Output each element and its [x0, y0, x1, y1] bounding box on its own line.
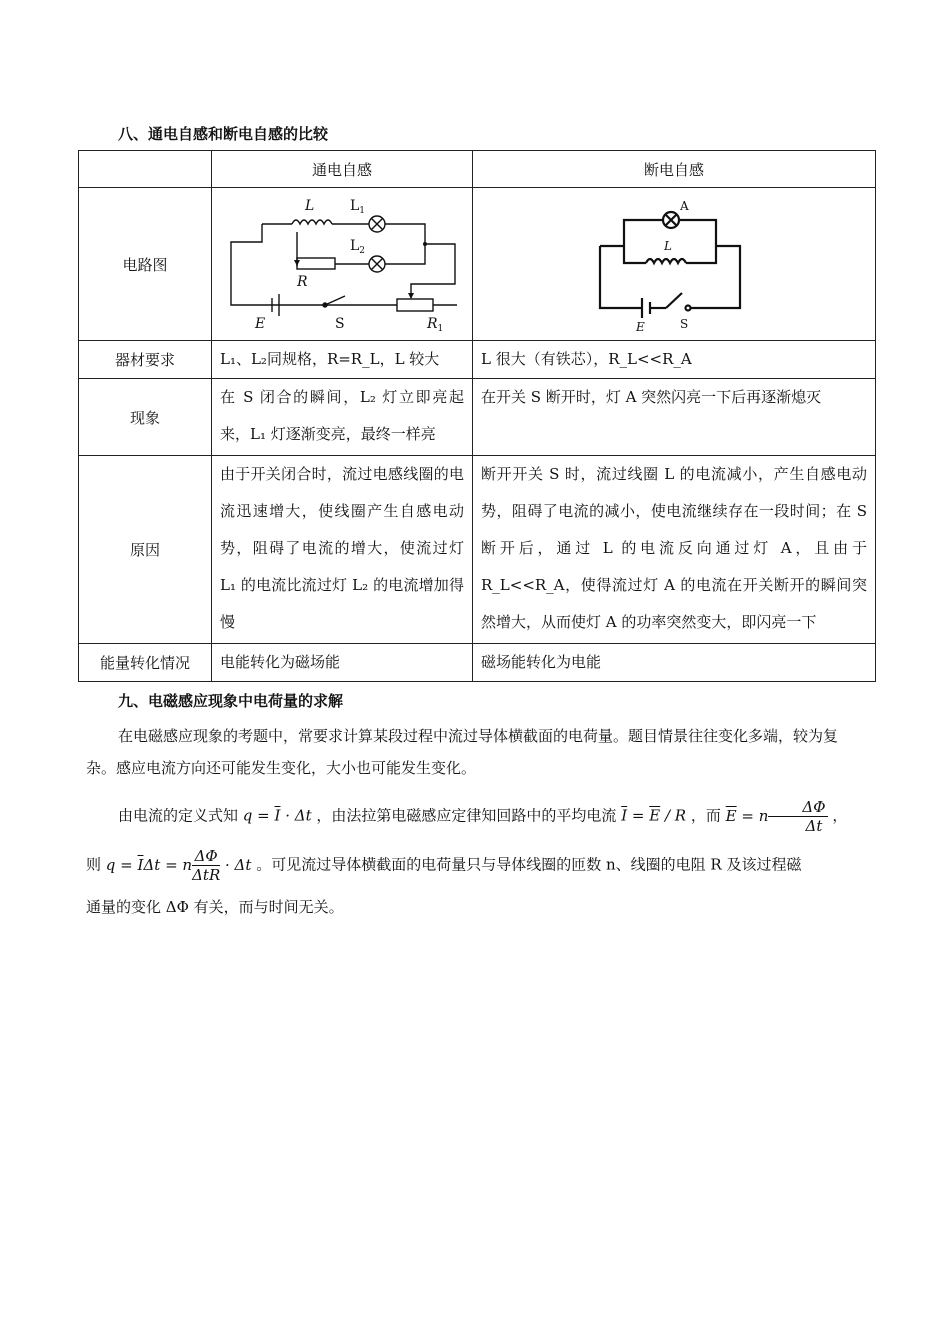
label-L-off: L: [664, 239, 672, 253]
label-L: L: [305, 198, 315, 214]
circuit-diagram-off: [473, 188, 876, 341]
formula-q-def: $q = \overline{I} \cdot \Delta t$: [242, 806, 312, 825]
text-segment: ，而: [690, 806, 721, 825]
energy-off: 磁场能转化为电能: [473, 644, 876, 682]
header-power-on: 通电自感: [212, 151, 473, 188]
circuit-off-svg: [594, 188, 754, 336]
equipment-off: L 很大（有铁芯），R_L<<R_A: [473, 341, 876, 379]
reason-off: 断开开关 S 时，流过线圈 L 的电流减小，产生自感电动势，阻碍了电流的减小，使电流继续存在一段时间；在 S 断开后，通过 L 的电流反向通过灯 A，且由于 R_L<<R_A，使得流过灯 A 的电流在开关断开的瞬间突然增大，从而使灯 A 的功率突然变大，即闪亮一下: [473, 456, 876, 644]
paragraph-formula-1: [86, 798, 866, 835]
label-R1: $R_1$: [427, 316, 444, 334]
paragraph-formula-2: [86, 847, 866, 884]
row-label-energy: 能量转化情况: [79, 644, 212, 682]
row-label-reason: 原因: [79, 456, 212, 644]
formula-emf: $\overline{E} = n$ $\frac{\Delta\Phi}{\Delta t}$: [725, 798, 826, 835]
text-segment: 。可见流过导体横截面的电荷量只与导体线圈的匝数 n、线圈的电阻 R 及该过程磁: [256, 855, 802, 874]
formula-q-result: $q = \overline{I}\Delta t = n$ $\frac{\Delta\Phi}{\text{ΔtR}}$ · Δt: [105, 847, 252, 884]
label-E: E: [255, 316, 266, 332]
section-8-title: 八、通电自感和断电自感的比较: [118, 125, 329, 143]
label-A: A: [680, 199, 689, 213]
row-label-circuit: 电路图: [79, 188, 212, 341]
section-9-title: 九、电磁感应现象中电荷量的求解: [118, 692, 344, 710]
paragraph-conclusion: 通量的变化 ΔΦ 有关，而与时间无关。: [86, 898, 344, 916]
phenomenon-off: 在开关 S 断开时，灯 A 突然闪亮一下后再逐渐熄灭: [473, 379, 876, 456]
formula-avg-current: $\overline{I} = \overline{E} / R$: [621, 806, 687, 825]
text-segment: ，由法拉第电磁感应定律知回路中的平均电流: [316, 806, 617, 825]
label-L2: $L_2$: [350, 238, 366, 256]
reason-on: 由于开关闭合时，流过电感线圈的电流迅速增大，使线圈产生自感电动势，阻碍了电流的增大，使流过灯 L₁ 的电流比流过灯 L₂ 的电流增加得慢: [212, 456, 473, 644]
text-segment: 由电流的定义式知: [118, 806, 239, 825]
circuit-on-svg: [217, 188, 467, 336]
equipment-on: L₁、L₂同规格，R=R_L，L 较大: [212, 341, 473, 379]
label-S: S: [335, 316, 345, 332]
comparison-table: [78, 150, 876, 682]
text-segment: 则: [86, 855, 102, 874]
paragraph-intro: 在电磁感应现象的考题中，常要求计算某段过程中流过导体横截面的电荷量。题目情景往往变化多端，较为复杂。感应电流方向还可能发生变化，大小也可能发生变化。: [86, 727, 839, 777]
phenomenon-on: 在 S 闭合的瞬间，L₂ 灯立即亮起来，L₁ 灯逐渐变亮，最终一样亮: [212, 379, 473, 456]
text-segment: ，: [832, 806, 848, 825]
label-L1: $L_1$: [350, 198, 366, 216]
header-empty: [79, 151, 212, 188]
row-label-phenomenon: 现象: [79, 379, 212, 456]
header-power-off: 断电自感: [473, 151, 876, 188]
label-S-off: S: [680, 317, 689, 331]
label-R: R: [297, 274, 308, 290]
circuit-diagram-on: [212, 188, 473, 341]
energy-on: 电能转化为磁场能: [212, 644, 473, 682]
row-label-equipment: 器材要求: [79, 341, 212, 379]
label-E-off: E: [636, 320, 645, 334]
